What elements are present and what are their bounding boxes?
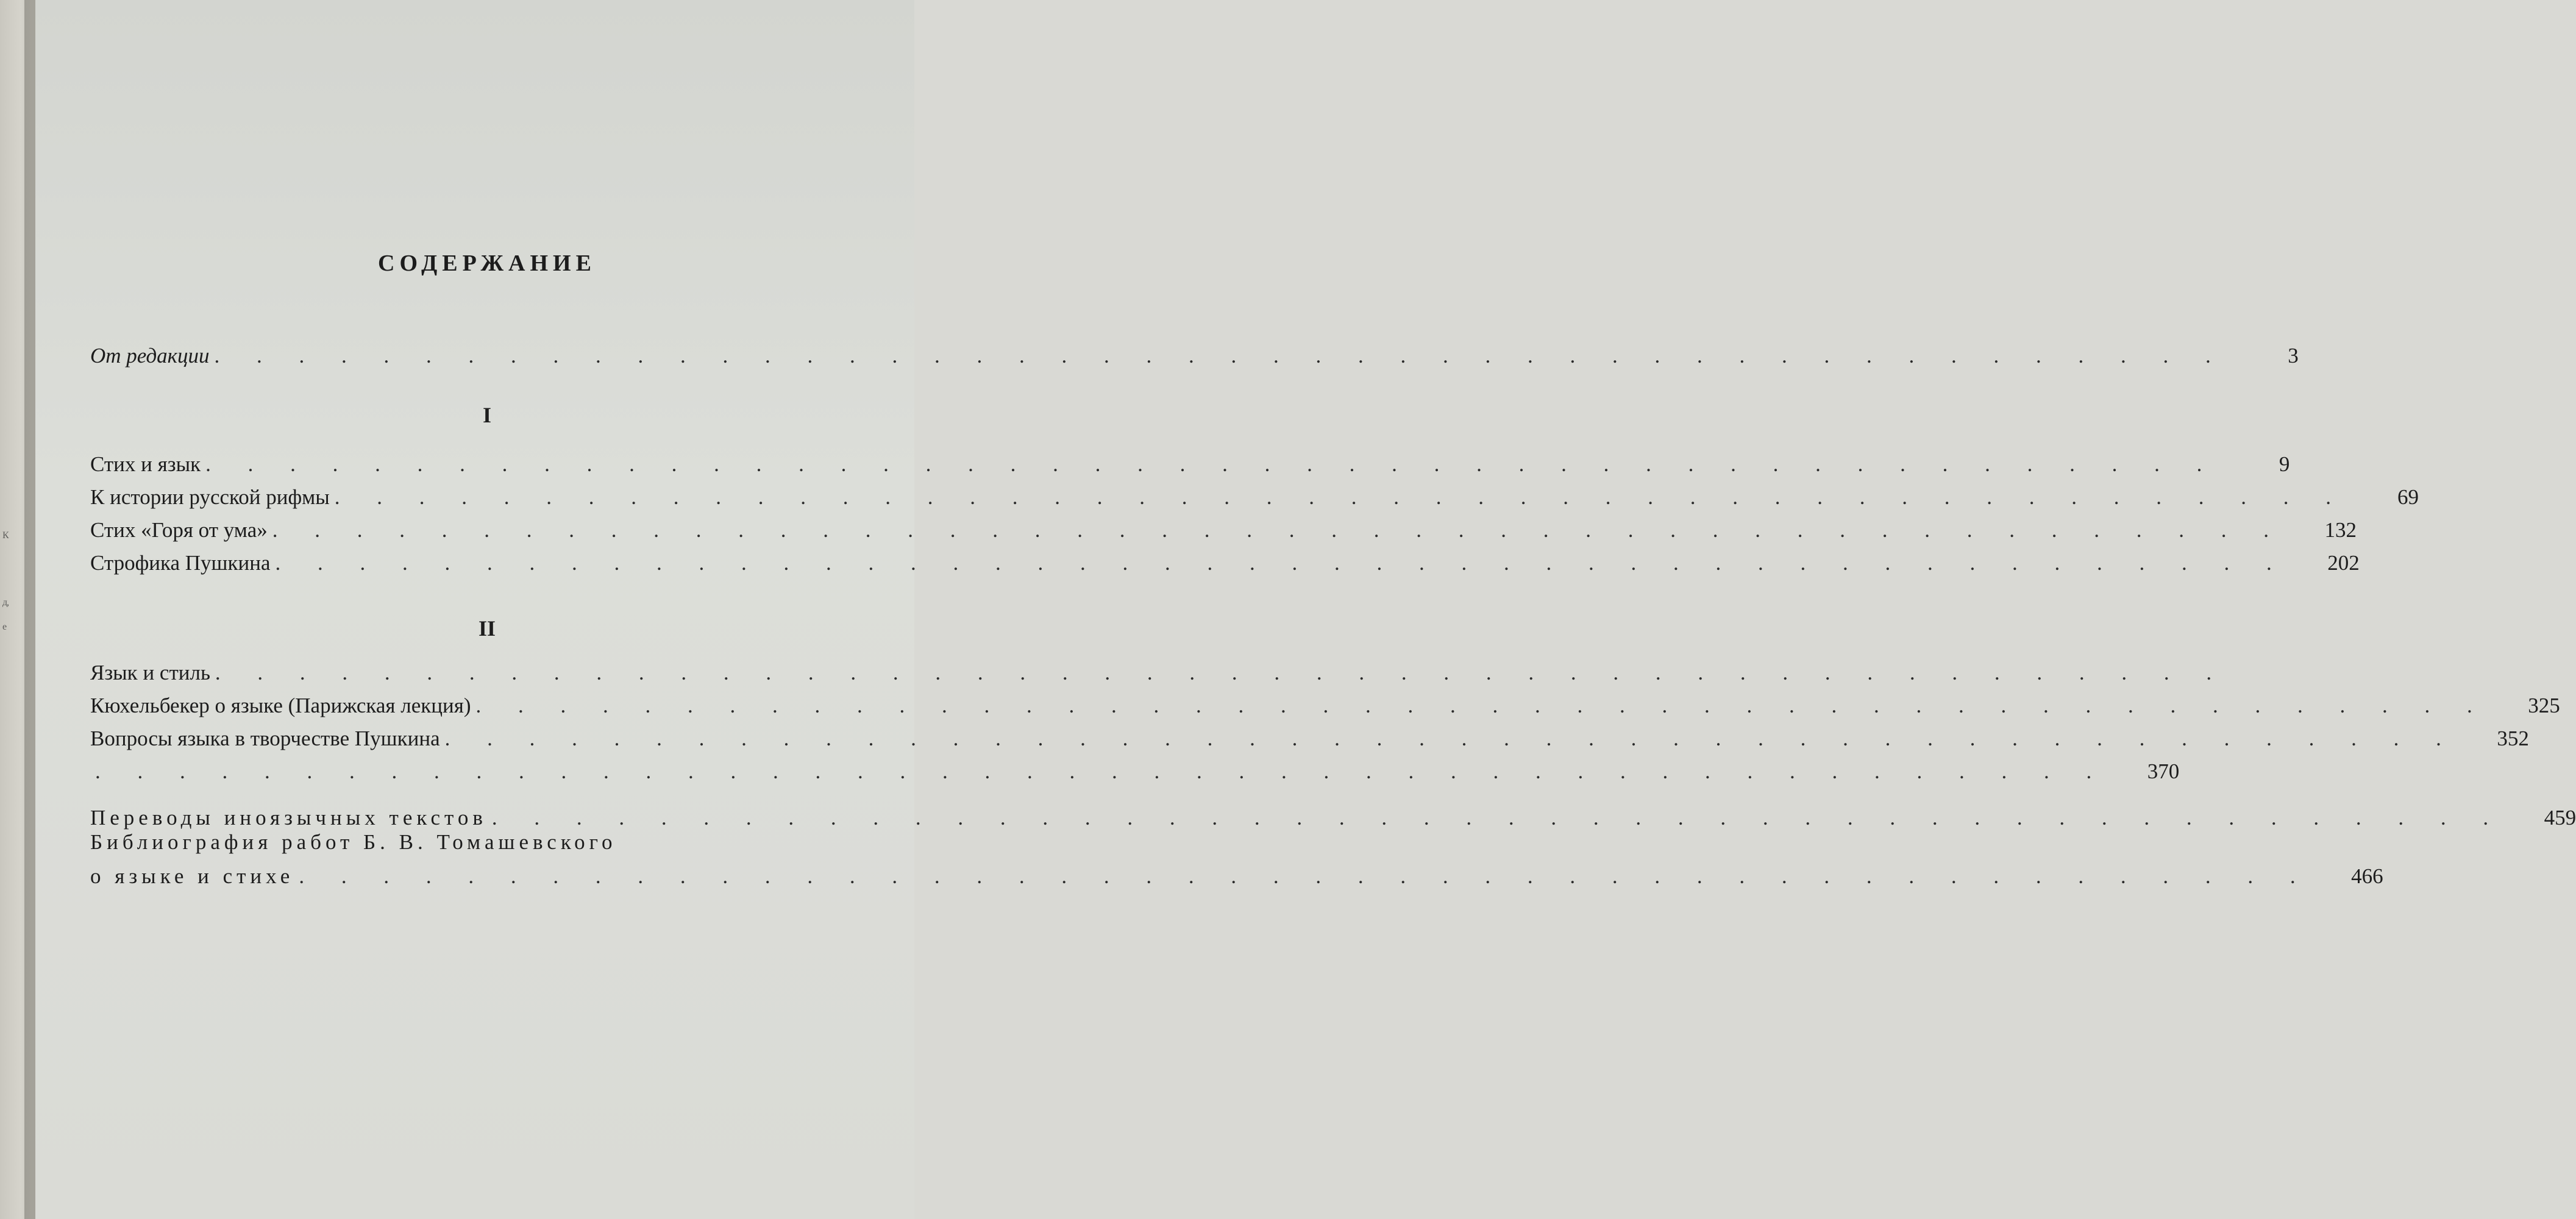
toc-entry-page: 352 — [2497, 727, 2529, 750]
section-numeral: II — [478, 616, 496, 641]
dot-leader: . . . . . . . . . . . . . . . . . . . . . . . . . . . . . . . . . . . . . . . . . . . . . . . . — [275, 551, 2288, 575]
book-page — [35, 0, 2576, 1219]
toc-entry-page: 466 — [2351, 864, 2383, 888]
dot-leader: . . . . . . . . . . . . . . . . . . . . . . . . . . . . . . . . . . . . . . . . . . . . . . . . — [334, 485, 2347, 509]
dot-leader: . . . . . . . . . . . . . . . . . . . . . . . . . . . . . . . . . . . . . . . . . . . . . . . . — [205, 452, 2218, 476]
page-edge-fragment: д, — [2, 597, 9, 608]
dot-leader: . . . . . . . . . . . . . . . . . . . . . . . . . . . . . . . . . . . . . . . . . . . . . . . . — [475, 694, 2488, 717]
toc-entry-page: 69 — [2397, 485, 2419, 509]
toc-entry — [90, 341, 2299, 368]
toc-entry-label-line2: о языке и стихе — [90, 864, 294, 888]
dot-leader: . . . . . . . . . . . . . . . . . . . . . . . . . . . . . . . . . . . . . . . . . . . . . . . . — [214, 344, 2227, 368]
toc-entry — [90, 549, 2360, 575]
toc-entry — [90, 803, 2576, 830]
toc-entry — [90, 516, 2357, 542]
dot-leader: . . . . . . . . . . . . . . . . . . . . . . . . . . . . . . . . . . . . . . . . . . . . . . . . — [444, 727, 2457, 750]
toc-entry-page: 9 — [2279, 452, 2290, 476]
toc-entry-label: Стих «Горя от ума» — [90, 518, 268, 542]
toc-entry-page: 370 — [2147, 759, 2180, 783]
toc-entry — [90, 658, 2228, 685]
toc-entry-page: 3 — [2288, 344, 2299, 368]
dot-leader: . . . . . . . . . . . . . . . . . . . . . . . . . . . . . . . . . . . . . . . . . . . . . . . . — [272, 518, 2285, 542]
toc-entry — [90, 757, 2180, 784]
toc-entry-label: Строфика Пушкина — [90, 551, 271, 575]
toc-entry — [90, 691, 2560, 718]
toc-entry-page: 202 — [2327, 551, 2360, 575]
dot-leader: . . . . . . . . . . . . . . . . . . . . . . . . . . . . . . . . . . . . . . . . . . . . . . . . — [491, 806, 2505, 830]
toc-entry-page: 325 — [2528, 694, 2560, 717]
toc-entry — [90, 450, 2290, 477]
dot-leader: . . . . . . . . . . . . . . . . . . . . . . . . . . . . . . . . . . . . . . . . . . . . . . . . — [215, 661, 2228, 684]
page-edge-fragment: К — [2, 530, 9, 541]
section-numeral: I — [482, 403, 491, 427]
toc-entry-label: К истории русской рифмы — [90, 485, 330, 509]
toc-entry — [90, 862, 2383, 889]
toc-entry — [90, 724, 2529, 751]
page-edge-fragment: е — [2, 622, 7, 632]
toc-entry-label: Вопросы языка в творчестве Пушкина — [90, 727, 440, 750]
table-of-contents — [35, 0, 2576, 1219]
toc-entry-page: 132 — [2324, 518, 2357, 542]
toc-entry-page: 459 — [2544, 806, 2576, 830]
toc-entry-label: Язык и стиль — [90, 661, 210, 684]
toc-entry-label-line1: Библиография работ Б. В. Томашевского — [90, 830, 617, 854]
toc-entry-label: От редакции — [90, 344, 210, 368]
toc-entry-label: Кюхельбекер о языке (Парижская лекция) — [90, 694, 471, 717]
dot-leader: . . . . . . . . . . . . . . . . . . . . . . . . . . . . . . . . . . . . . . . . . . . . . . . . — [95, 759, 2108, 783]
toc-entry — [90, 483, 2419, 510]
page-title: СОДЕРЖАНИЕ — [378, 251, 596, 276]
toc-entry-label: Переводы иноязычных текстов — [90, 806, 487, 830]
toc-entry-label: Стих и язык — [90, 452, 201, 476]
dot-leader: . . . . . . . . . . . . . . . . . . . . . . . . . . . . . . . . . . . . . . . . . . . . . . . . — [299, 864, 2311, 888]
